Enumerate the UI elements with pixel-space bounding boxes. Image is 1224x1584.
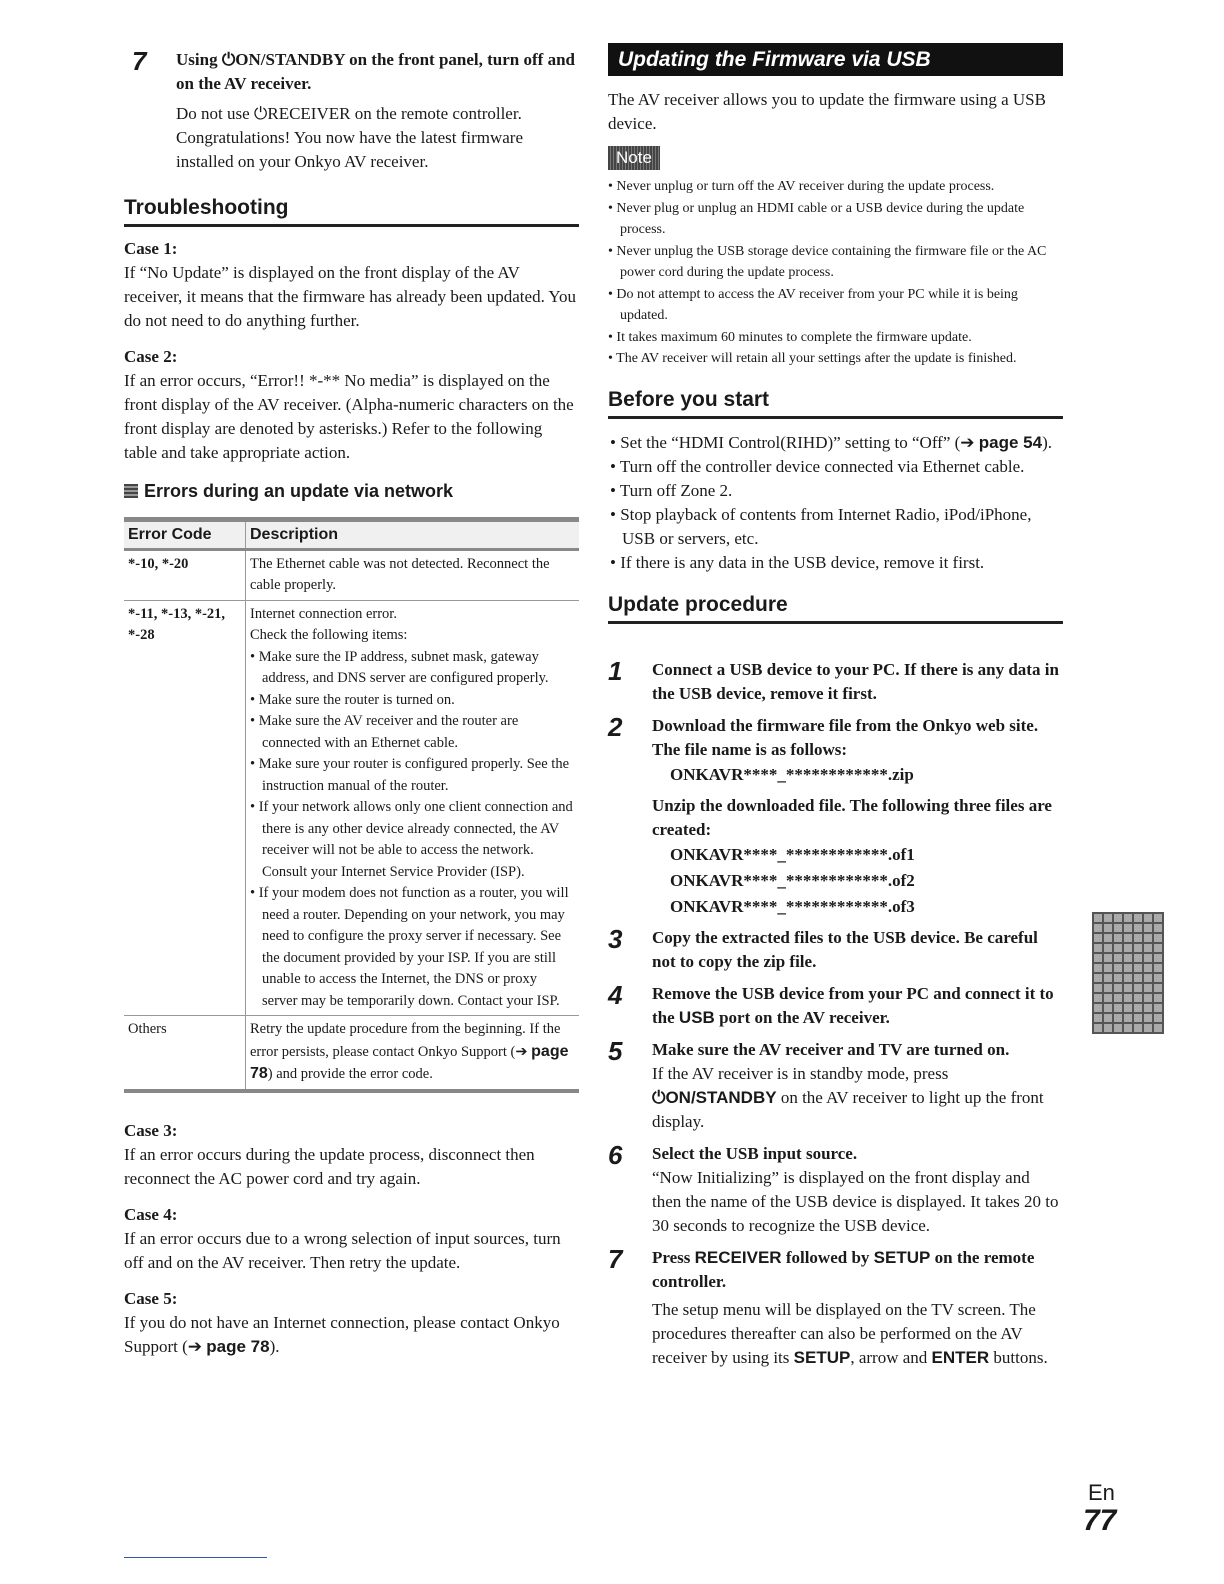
before-you-start-heading: Before you start (608, 386, 1063, 419)
step-number: 4 (608, 979, 623, 1010)
col-error-code: Error Code (124, 520, 246, 550)
case-1-label: Case 1: (124, 239, 178, 258)
before-list (608, 431, 1063, 575)
step-number: 2 (608, 711, 623, 742)
step-title: Download the firmware file from the Onkyo web site. The file name is as follows: (652, 715, 1039, 759)
setup-button-label: SETUP (793, 1347, 851, 1367)
square-bullet-icon (124, 484, 138, 498)
list-item: • Turn off the controller device connected via Ethernet cable. (610, 456, 1025, 476)
table-header-row (124, 520, 579, 550)
step-title: Copy the extracted files to the USB device. Be careful not to copy the zip file. (652, 927, 1038, 971)
step-title: Press RECEIVER followed by SETUP on the remote controller. (652, 1247, 1035, 1291)
description-line: Internet connection error. (250, 605, 397, 622)
case-4-text: If an error occurs due to a wrong selection of input sources, turn off and on the AV receiver. Then retry the update. (124, 1228, 561, 1272)
step-body: The setup menu will be displayed on the TV screen. The procedures thereafter can also be performed on the AV receiver by using its SETUP, arrow and ENTER buttons. (652, 1299, 1048, 1367)
step-title: Remove the USB device from your PC and connect it to the USB port on the AV receiver. (652, 983, 1054, 1027)
description-bullet: • Make sure the IP address, subnet mask, gateway address, and DNS server are configured properly. (250, 648, 549, 686)
case-3-label: Case 3: (124, 1120, 178, 1140)
right-column (608, 43, 1063, 1370)
left-column (124, 40, 579, 1359)
step-body: “Now Initializing” is displayed on the front display and then the name of the USB device is displayed. It takes 20 to 30 seconds to recognize the USB device. (652, 1167, 1059, 1235)
step-title: Using ⏻ON/STANDBY on the front panel, turn off and on the AV receiver. (176, 50, 575, 93)
case-2-label: Case 2: (124, 347, 178, 366)
section-banner: Updating the Firmware via USB (608, 43, 1063, 76)
unzip-instruction: Unzip the downloaded file. The following three files are created: (652, 795, 1052, 839)
case-5-label: Case 5: (124, 1288, 178, 1308)
case-4-label: Case 4: (124, 1204, 178, 1224)
list-item: • Never plug or unplug an HDMI cable or a USB device during the update process. (608, 200, 1025, 237)
list-item: • If there is any data in the USB device, remove it first. (610, 552, 985, 572)
case-1-text: If “No Update” is displayed on the front display of the AV receiver, it means that the firmware has already been updated. You do not need to do anything further. (124, 263, 577, 330)
step-number: 3 (608, 923, 623, 954)
table-row (124, 600, 579, 1016)
description-cell: The Ethernet cable was not detected. Reconnect the cable properly. (246, 549, 580, 600)
step-body-2: Congratulations! You now have the latest firmware installed on your Onkyo AV receiver. (176, 128, 524, 171)
step-title: Select the USB input source. (652, 1143, 858, 1163)
step-number: 5 (608, 1035, 623, 1066)
usb-port-label: USB (678, 1007, 715, 1027)
step-body: If the AV receiver is in standby mode, press ⏻ON/STANDBY on the AV receiver to light up the front display. (652, 1063, 1044, 1131)
enter-button-label: ENTER (931, 1347, 990, 1367)
on-standby-button-label: ⏻ON/STANDBY (652, 1087, 777, 1107)
description-bullet: • Make sure the AV receiver and the router are connected with an Ethernet cable. (250, 713, 519, 751)
col-description: Description (246, 520, 580, 550)
note-badge: Note (608, 146, 660, 170)
error-code-cell: Others (124, 1016, 246, 1091)
step-number: 1 (608, 655, 623, 686)
table-row (124, 549, 579, 600)
description-bullet: • Make sure your router is configured properly. See the instruction manual of the router. (250, 756, 570, 794)
case-3-text: If an error occurs during the update process, disconnect then reconnect the AC power cord and try again. (124, 1144, 535, 1188)
description-bullet: • If your modem does not function as a router, you will need a router. Depending on your network, you may need to configure the proxy server if necessary. See the document provided by your ISP. If you are still unable to access the Internet, the DNS or proxy server may be temporarily down. Contact your ISP. (250, 885, 569, 1009)
file-name-of2: ONKAVR****_************.of2 (670, 870, 915, 890)
setup-button-label: SETUP (873, 1247, 931, 1267)
table-row (124, 1016, 579, 1091)
page-78-link[interactable]: page 78 (250, 1042, 569, 1082)
step-1 (608, 655, 1063, 706)
troubleshooting-heading: Troubleshooting (124, 194, 579, 227)
description-bullet: • If your network allows only one client connection and there is any other device already connected, the AV receiver will not be able to access the network. Consult your Internet Service Provider (ISP). (250, 799, 573, 880)
file-name-of1: ONKAVR****_************.of1 (670, 844, 915, 864)
page-54-link[interactable]: page 54 (978, 432, 1043, 452)
errors-heading (124, 479, 579, 503)
step-2 (608, 711, 1063, 920)
step-7 (608, 1243, 1063, 1370)
description-cell (246, 600, 580, 1016)
step-number: 7 (132, 46, 147, 76)
footer-rule (124, 1557, 267, 1558)
list-item: • Stop playback of contents from Internet Radio, iPod/iPhone, USB or servers, etc. (610, 504, 1032, 548)
page-78-link[interactable]: page 78 (206, 1336, 270, 1356)
language-label: En (1088, 1480, 1115, 1505)
description-line: Check the following items: (250, 627, 408, 643)
note-block (608, 146, 1063, 370)
step-4 (608, 979, 1063, 1030)
usb-intro: The AV receiver allows you to update the firmware using a USB device. (608, 90, 1046, 133)
errors-heading-text: Errors during an update via network (144, 481, 454, 501)
list-item: • Never unplug or turn off the AV receiver during the update process. (608, 179, 995, 194)
step-5 (608, 1035, 1063, 1134)
update-procedure-heading: Update procedure (608, 591, 1063, 624)
case-5-text: If you do not have an Internet connection, please contact Onkyo Support (➔ page 78). (124, 1312, 560, 1356)
description-bullet: • Make sure the router is turned on. (250, 691, 455, 708)
list-item: • It takes maximum 60 minutes to complete the firmware update. (608, 329, 972, 345)
list-item: • Do not attempt to access the AV receiver from your PC while it is being updated. (608, 286, 1018, 323)
case-2-text: If an error occurs, “Error!! *-** No media” is displayed on the front display of the AV receiver. (Alpha-numeric characters on the front display are denoted by asterisks.) Refer to the following table and take appropriate action. (124, 371, 574, 462)
step-3 (608, 923, 1063, 974)
list-item: • The AV receiver will retain all your settings after the update is finished. (608, 351, 1017, 366)
list-item: • Set the “HDMI Control(RIHD)” setting to “Off” (➔ page 54). (610, 432, 1053, 452)
step-body-1: Do not use ⏻RECEIVER on the remote controller. (176, 104, 522, 123)
list-item: • Never unplug the USB storage device containing the firmware file or the AC power cord during the update process. (608, 243, 1047, 280)
note-list (608, 176, 1063, 370)
step-number: 7 (608, 1243, 623, 1274)
list-item: • Turn off Zone 2. (610, 480, 733, 500)
page-number: 77 (1083, 1504, 1117, 1537)
step-number: 6 (608, 1139, 623, 1170)
zip-file-name: ONKAVR****_************.zip (670, 764, 914, 784)
error-code-cell: *-10, *-20 (124, 549, 246, 600)
step-7-power-cycle (124, 48, 579, 174)
step-title: Make sure the AV receiver and TV are turned on. (652, 1039, 1010, 1059)
step-6 (608, 1139, 1063, 1238)
file-name-of3: ONKAVR****_************.of3 (670, 896, 915, 916)
receiver-button-label: RECEIVER (694, 1247, 782, 1267)
step-title: Connect a USB device to your PC. If there is any data in the USB device, remove it first. (652, 659, 1059, 703)
error-table (124, 517, 579, 1093)
description-cell: Retry the update procedure from the beginning. If the error persists, please contact Onkyo Support (➔ page 78) and provide the error code. (246, 1016, 580, 1091)
section-thumb-tab (1092, 912, 1164, 1034)
error-code-cell: *-11, *-13, *-21, *-28 (124, 600, 246, 1016)
